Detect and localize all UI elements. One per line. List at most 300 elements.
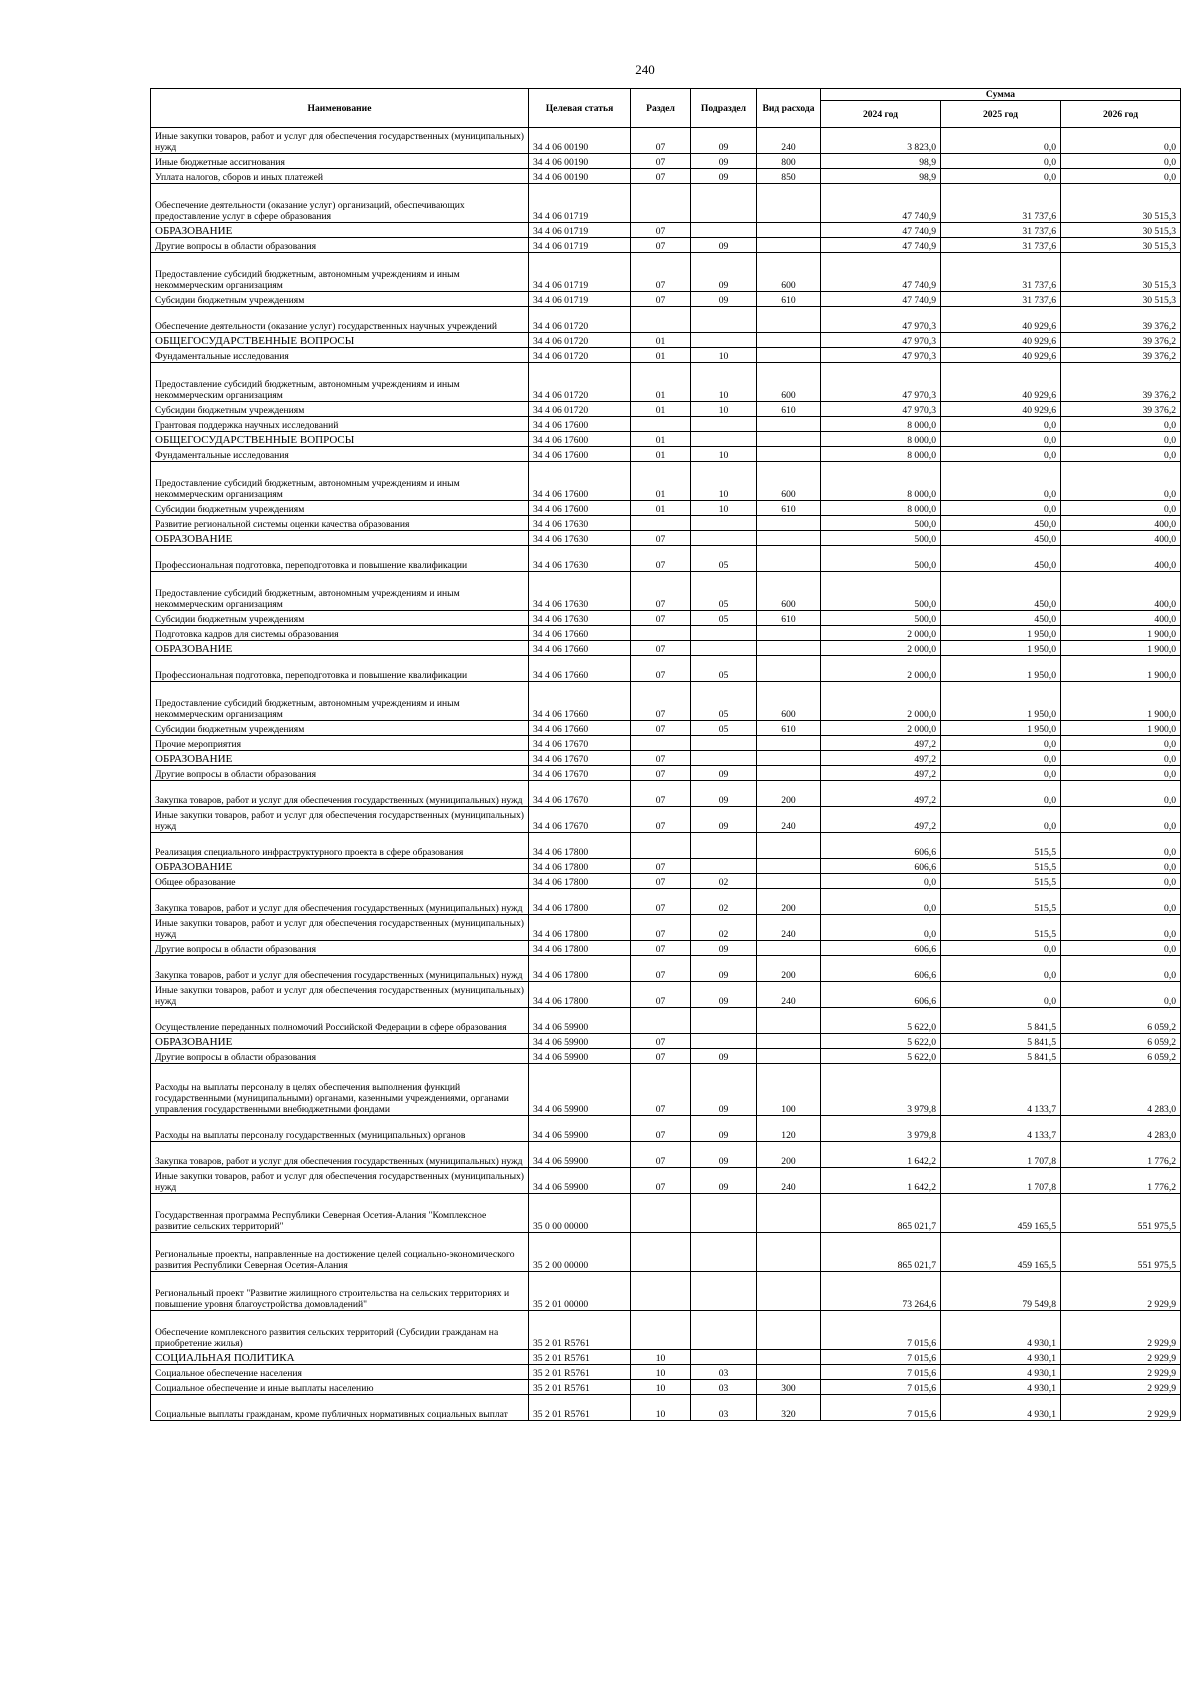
cell-sum-2024: 47 740,9 bbox=[821, 238, 941, 253]
table-row bbox=[151, 1194, 1181, 1233]
cell-sum-2026: 0,0 bbox=[1061, 982, 1181, 1008]
cell-sum-2026: 0,0 bbox=[1061, 432, 1181, 447]
cell-section bbox=[631, 1194, 691, 1233]
cell-sum-2025: 0,0 bbox=[941, 169, 1061, 184]
cell-sum-2026: 4 283,0 bbox=[1061, 1116, 1181, 1142]
cell-sum-2025: 1 707,8 bbox=[941, 1142, 1061, 1168]
cell-subsection bbox=[691, 184, 757, 223]
cell-sum-2026: 0,0 bbox=[1061, 781, 1181, 807]
cell-sum-2024: 0,0 bbox=[821, 874, 941, 889]
cell-sum-2024: 500,0 bbox=[821, 516, 941, 531]
cell-sum-2025: 5 841,5 bbox=[941, 1049, 1061, 1064]
cell-target-code: 34 4 06 59900 bbox=[529, 1168, 631, 1194]
cell-name: Закупка товаров, работ и услуг для обеспечения государственных (муниципальных) нужд bbox=[151, 1142, 529, 1168]
cell-name: ОБЩЕГОСУДАРСТВЕННЫЕ ВОПРОСЫ bbox=[151, 333, 529, 348]
cell-name: Субсидии бюджетным учреждениям bbox=[151, 402, 529, 417]
cell-expense-type bbox=[757, 1233, 821, 1272]
cell-sum-2026: 1 900,0 bbox=[1061, 641, 1181, 656]
cell-sum-2024: 865 021,7 bbox=[821, 1194, 941, 1233]
cell-sum-2024: 500,0 bbox=[821, 611, 941, 626]
cell-expense-type bbox=[757, 736, 821, 751]
cell-subsection: 05 bbox=[691, 572, 757, 611]
cell-expense-type: 200 bbox=[757, 956, 821, 982]
cell-name: Социальные выплаты гражданам, кроме публичных нормативных социальных выплат bbox=[151, 1395, 529, 1421]
cell-sum-2025: 450,0 bbox=[941, 531, 1061, 546]
budget-table bbox=[150, 88, 1181, 1421]
cell-name: Предоставление субсидий бюджетным, автономным учреждениям и иным некоммерческим организациям bbox=[151, 682, 529, 721]
table-row bbox=[151, 348, 1181, 363]
cell-name: Предоставление субсидий бюджетным, автономным учреждениям и иным некоммерческим организациям bbox=[151, 253, 529, 292]
cell-target-code: 34 4 06 01720 bbox=[529, 348, 631, 363]
cell-section: 01 bbox=[631, 333, 691, 348]
cell-section: 07 bbox=[631, 682, 691, 721]
cell-sum-2025: 1 950,0 bbox=[941, 721, 1061, 736]
cell-expense-type bbox=[757, 1194, 821, 1233]
cell-section bbox=[631, 736, 691, 751]
cell-sum-2026: 6 059,2 bbox=[1061, 1049, 1181, 1064]
cell-target-code: 34 4 06 17630 bbox=[529, 516, 631, 531]
cell-section: 10 bbox=[631, 1395, 691, 1421]
cell-name: Субсидии бюджетным учреждениям bbox=[151, 501, 529, 516]
cell-sum-2026: 0,0 bbox=[1061, 859, 1181, 874]
cell-sum-2026: 0,0 bbox=[1061, 736, 1181, 751]
cell-expense-type bbox=[757, 626, 821, 641]
table-row bbox=[151, 682, 1181, 721]
cell-name: Уплата налогов, сборов и иных платежей bbox=[151, 169, 529, 184]
cell-subsection: 09 bbox=[691, 766, 757, 781]
table-row bbox=[151, 253, 1181, 292]
cell-sum-2026: 0,0 bbox=[1061, 889, 1181, 915]
cell-section: 07 bbox=[631, 223, 691, 238]
cell-sum-2026: 39 376,2 bbox=[1061, 348, 1181, 363]
cell-section bbox=[631, 1008, 691, 1034]
cell-section: 07 bbox=[631, 531, 691, 546]
cell-sum-2024: 497,2 bbox=[821, 751, 941, 766]
table-row bbox=[151, 1142, 1181, 1168]
cell-target-code: 34 4 06 17630 bbox=[529, 546, 631, 572]
cell-target-code: 35 2 01 R5761 bbox=[529, 1395, 631, 1421]
cell-sum-2025: 0,0 bbox=[941, 417, 1061, 432]
cell-sum-2025: 31 737,6 bbox=[941, 292, 1061, 307]
header-2026: 2026 год bbox=[1061, 101, 1181, 128]
cell-subsection: 02 bbox=[691, 874, 757, 889]
cell-name: Социальное обеспечение и иные выплаты населению bbox=[151, 1380, 529, 1395]
cell-name: Фундаментальные исследования bbox=[151, 447, 529, 462]
cell-sum-2024: 8 000,0 bbox=[821, 447, 941, 462]
cell-sum-2026: 2 929,9 bbox=[1061, 1272, 1181, 1311]
cell-sum-2024: 7 015,6 bbox=[821, 1350, 941, 1365]
cell-target-code: 35 2 01 R5761 bbox=[529, 1365, 631, 1380]
cell-subsection: 10 bbox=[691, 501, 757, 516]
cell-subsection: 03 bbox=[691, 1380, 757, 1395]
cell-subsection bbox=[691, 641, 757, 656]
cell-sum-2026: 2 929,9 bbox=[1061, 1311, 1181, 1350]
cell-target-code: 34 4 06 17660 bbox=[529, 641, 631, 656]
table-body bbox=[151, 128, 1181, 1421]
cell-target-code: 34 4 06 59900 bbox=[529, 1142, 631, 1168]
cell-sum-2025: 0,0 bbox=[941, 956, 1061, 982]
cell-subsection bbox=[691, 1350, 757, 1365]
cell-section: 01 bbox=[631, 462, 691, 501]
cell-name: ОБРАЗОВАНИЕ bbox=[151, 751, 529, 766]
cell-subsection: 02 bbox=[691, 889, 757, 915]
cell-name: Фундаментальные исследования bbox=[151, 348, 529, 363]
cell-subsection: 09 bbox=[691, 941, 757, 956]
cell-expense-type bbox=[757, 333, 821, 348]
cell-sum-2026: 30 515,3 bbox=[1061, 292, 1181, 307]
cell-sum-2026: 2 929,9 bbox=[1061, 1380, 1181, 1395]
table-row bbox=[151, 1233, 1181, 1272]
cell-sum-2024: 497,2 bbox=[821, 766, 941, 781]
cell-sum-2024: 8 000,0 bbox=[821, 462, 941, 501]
cell-sum-2025: 40 929,6 bbox=[941, 307, 1061, 333]
cell-sum-2024: 606,6 bbox=[821, 941, 941, 956]
cell-expense-type: 200 bbox=[757, 781, 821, 807]
cell-target-code: 34 4 06 17630 bbox=[529, 572, 631, 611]
table-row bbox=[151, 641, 1181, 656]
cell-section: 01 bbox=[631, 402, 691, 417]
cell-target-code: 34 4 06 59900 bbox=[529, 1116, 631, 1142]
cell-sum-2025: 459 165,5 bbox=[941, 1194, 1061, 1233]
cell-name: ОБРАЗОВАНИЕ bbox=[151, 859, 529, 874]
cell-name: Реализация специального инфраструктурного проекта в сфере образования bbox=[151, 833, 529, 859]
cell-sum-2024: 73 264,6 bbox=[821, 1272, 941, 1311]
cell-target-code: 35 0 00 00000 bbox=[529, 1194, 631, 1233]
table-row bbox=[151, 128, 1181, 154]
cell-sum-2024: 2 000,0 bbox=[821, 626, 941, 641]
cell-subsection bbox=[691, 1034, 757, 1049]
cell-name: Иные закупки товаров, работ и услуг для обеспечения государственных (муниципальных) нужд bbox=[151, 1168, 529, 1194]
cell-sum-2025: 31 737,6 bbox=[941, 238, 1061, 253]
table-row bbox=[151, 223, 1181, 238]
cell-sum-2024: 7 015,6 bbox=[821, 1395, 941, 1421]
cell-target-code: 34 4 06 00190 bbox=[529, 128, 631, 154]
cell-sum-2024: 47 970,3 bbox=[821, 402, 941, 417]
cell-subsection bbox=[691, 1194, 757, 1233]
cell-subsection bbox=[691, 751, 757, 766]
table-row bbox=[151, 807, 1181, 833]
table-row bbox=[151, 956, 1181, 982]
cell-expense-type bbox=[757, 307, 821, 333]
cell-sum-2024: 98,9 bbox=[821, 169, 941, 184]
cell-sum-2025: 79 549,8 bbox=[941, 1272, 1061, 1311]
cell-sum-2026: 0,0 bbox=[1061, 169, 1181, 184]
table-row bbox=[151, 184, 1181, 223]
cell-sum-2026: 0,0 bbox=[1061, 447, 1181, 462]
cell-target-code: 34 4 06 59900 bbox=[529, 1034, 631, 1049]
cell-sum-2026: 1 900,0 bbox=[1061, 682, 1181, 721]
cell-name: Предоставление субсидий бюджетным, автономным учреждениям и иным некоммерческим организациям bbox=[151, 572, 529, 611]
cell-subsection bbox=[691, 223, 757, 238]
table-row bbox=[151, 363, 1181, 402]
cell-sum-2025: 4 930,1 bbox=[941, 1311, 1061, 1350]
cell-target-code: 34 4 06 17600 bbox=[529, 501, 631, 516]
cell-sum-2025: 515,5 bbox=[941, 859, 1061, 874]
cell-name: Субсидии бюджетным учреждениям bbox=[151, 611, 529, 626]
cell-name: Другие вопросы в области образования bbox=[151, 238, 529, 253]
cell-sum-2026: 0,0 bbox=[1061, 874, 1181, 889]
cell-sum-2024: 5 622,0 bbox=[821, 1008, 941, 1034]
cell-target-code: 34 4 06 17670 bbox=[529, 751, 631, 766]
cell-expense-type bbox=[757, 1034, 821, 1049]
cell-sum-2024: 7 015,6 bbox=[821, 1380, 941, 1395]
cell-sum-2024: 8 000,0 bbox=[821, 432, 941, 447]
cell-sum-2025: 0,0 bbox=[941, 766, 1061, 781]
cell-section: 07 bbox=[631, 128, 691, 154]
cell-sum-2025: 0,0 bbox=[941, 462, 1061, 501]
cell-name: Прочие мероприятия bbox=[151, 736, 529, 751]
cell-expense-type bbox=[757, 751, 821, 766]
cell-subsection: 05 bbox=[691, 721, 757, 736]
cell-sum-2025: 515,5 bbox=[941, 833, 1061, 859]
cell-subsection: 10 bbox=[691, 348, 757, 363]
cell-target-code: 34 4 06 17800 bbox=[529, 874, 631, 889]
table-row bbox=[151, 1350, 1181, 1365]
cell-subsection: 03 bbox=[691, 1395, 757, 1421]
cell-target-code: 34 4 06 17660 bbox=[529, 626, 631, 641]
cell-section: 01 bbox=[631, 348, 691, 363]
cell-sum-2024: 47 970,3 bbox=[821, 348, 941, 363]
cell-sum-2024: 3 979,8 bbox=[821, 1116, 941, 1142]
cell-name: Региональный проект "Развитие жилищного строительства на сельских территориях и повышение уровня благоустройства домовладений" bbox=[151, 1272, 529, 1311]
cell-section: 07 bbox=[631, 238, 691, 253]
cell-sum-2025: 0,0 bbox=[941, 432, 1061, 447]
cell-sum-2024: 8 000,0 bbox=[821, 417, 941, 432]
cell-expense-type: 300 bbox=[757, 1380, 821, 1395]
cell-target-code: 34 4 06 17670 bbox=[529, 766, 631, 781]
cell-subsection: 10 bbox=[691, 363, 757, 402]
cell-name: ОБРАЗОВАНИЕ bbox=[151, 531, 529, 546]
cell-expense-type: 240 bbox=[757, 128, 821, 154]
cell-expense-type: 850 bbox=[757, 169, 821, 184]
cell-expense-type bbox=[757, 432, 821, 447]
cell-sum-2025: 31 737,6 bbox=[941, 253, 1061, 292]
cell-target-code: 34 4 06 17800 bbox=[529, 915, 631, 941]
cell-section: 07 bbox=[631, 781, 691, 807]
cell-sum-2025: 0,0 bbox=[941, 982, 1061, 1008]
table-row bbox=[151, 833, 1181, 859]
cell-subsection bbox=[691, 417, 757, 432]
cell-target-code: 34 4 06 01719 bbox=[529, 238, 631, 253]
table-row bbox=[151, 766, 1181, 781]
cell-target-code: 34 4 06 59900 bbox=[529, 1008, 631, 1034]
table-row bbox=[151, 859, 1181, 874]
table-row bbox=[151, 941, 1181, 956]
cell-target-code: 34 4 06 17600 bbox=[529, 432, 631, 447]
cell-section: 01 bbox=[631, 432, 691, 447]
cell-expense-type: 240 bbox=[757, 807, 821, 833]
cell-expense-type: 610 bbox=[757, 501, 821, 516]
cell-sum-2024: 606,6 bbox=[821, 982, 941, 1008]
cell-target-code: 34 4 06 17800 bbox=[529, 889, 631, 915]
cell-sum-2026: 400,0 bbox=[1061, 611, 1181, 626]
page-number: 240 bbox=[635, 62, 655, 77]
cell-subsection bbox=[691, 859, 757, 874]
cell-subsection: 09 bbox=[691, 128, 757, 154]
cell-sum-2025: 0,0 bbox=[941, 447, 1061, 462]
cell-sum-2025: 4 133,7 bbox=[941, 1116, 1061, 1142]
cell-expense-type bbox=[757, 859, 821, 874]
cell-sum-2024: 2 000,0 bbox=[821, 682, 941, 721]
cell-target-code: 34 4 06 17660 bbox=[529, 656, 631, 682]
cell-sum-2025: 0,0 bbox=[941, 128, 1061, 154]
cell-sum-2024: 865 021,7 bbox=[821, 1233, 941, 1272]
cell-subsection bbox=[691, 1272, 757, 1311]
cell-subsection: 09 bbox=[691, 781, 757, 807]
cell-name: Субсидии бюджетным учреждениям bbox=[151, 292, 529, 307]
cell-expense-type: 610 bbox=[757, 721, 821, 736]
cell-section bbox=[631, 1311, 691, 1350]
cell-subsection: 10 bbox=[691, 447, 757, 462]
cell-sum-2026: 400,0 bbox=[1061, 531, 1181, 546]
cell-section bbox=[631, 307, 691, 333]
cell-target-code: 34 4 06 17670 bbox=[529, 781, 631, 807]
cell-expense-type bbox=[757, 348, 821, 363]
cell-expense-type: 600 bbox=[757, 682, 821, 721]
cell-expense-type: 200 bbox=[757, 889, 821, 915]
cell-sum-2024: 47 740,9 bbox=[821, 184, 941, 223]
cell-target-code: 34 4 06 59900 bbox=[529, 1049, 631, 1064]
cell-expense-type: 610 bbox=[757, 611, 821, 626]
cell-sum-2026: 1 900,0 bbox=[1061, 721, 1181, 736]
cell-sum-2024: 7 015,6 bbox=[821, 1311, 941, 1350]
cell-sum-2025: 0,0 bbox=[941, 154, 1061, 169]
cell-section: 07 bbox=[631, 1049, 691, 1064]
cell-sum-2026: 0,0 bbox=[1061, 501, 1181, 516]
cell-expense-type bbox=[757, 1350, 821, 1365]
cell-name: Грантовая поддержка научных исследований bbox=[151, 417, 529, 432]
cell-section: 07 bbox=[631, 572, 691, 611]
cell-subsection: 05 bbox=[691, 546, 757, 572]
cell-name: Другие вопросы в области образования bbox=[151, 1049, 529, 1064]
cell-expense-type: 120 bbox=[757, 1116, 821, 1142]
table-row bbox=[151, 1311, 1181, 1350]
table-row bbox=[151, 572, 1181, 611]
cell-sum-2024: 500,0 bbox=[821, 572, 941, 611]
cell-sum-2026: 400,0 bbox=[1061, 516, 1181, 531]
cell-section bbox=[631, 516, 691, 531]
cell-name: Региональные проекты, направленные на достижение целей социально-экономического развития Республики Северная Осетия-Алания bbox=[151, 1233, 529, 1272]
cell-name: ОБЩЕГОСУДАРСТВЕННЫЕ ВОПРОСЫ bbox=[151, 432, 529, 447]
cell-sum-2026: 2 929,9 bbox=[1061, 1350, 1181, 1365]
cell-sum-2024: 7 015,6 bbox=[821, 1365, 941, 1380]
cell-sum-2025: 1 950,0 bbox=[941, 682, 1061, 721]
table-row bbox=[151, 1395, 1181, 1421]
cell-name: Другие вопросы в области образования bbox=[151, 766, 529, 781]
cell-subsection bbox=[691, 1311, 757, 1350]
cell-sum-2024: 497,2 bbox=[821, 781, 941, 807]
cell-sum-2024: 2 000,0 bbox=[821, 641, 941, 656]
cell-sum-2025: 459 165,5 bbox=[941, 1233, 1061, 1272]
cell-name: ОБРАЗОВАНИЕ bbox=[151, 1034, 529, 1049]
cell-name: Иные закупки товаров, работ и услуг для обеспечения государственных (муниципальных) нужд bbox=[151, 915, 529, 941]
cell-subsection: 05 bbox=[691, 682, 757, 721]
cell-sum-2025: 31 737,6 bbox=[941, 223, 1061, 238]
table-row bbox=[151, 721, 1181, 736]
table-row bbox=[151, 501, 1181, 516]
cell-subsection: 09 bbox=[691, 1168, 757, 1194]
cell-section: 07 bbox=[631, 292, 691, 307]
cell-sum-2026: 30 515,3 bbox=[1061, 223, 1181, 238]
cell-sum-2026: 39 376,2 bbox=[1061, 333, 1181, 348]
cell-section bbox=[631, 184, 691, 223]
cell-target-code: 34 4 06 17800 bbox=[529, 956, 631, 982]
cell-sum-2025: 450,0 bbox=[941, 546, 1061, 572]
cell-sum-2024: 606,6 bbox=[821, 859, 941, 874]
cell-sum-2026: 1 900,0 bbox=[1061, 626, 1181, 641]
cell-section bbox=[631, 1272, 691, 1311]
table-row bbox=[151, 781, 1181, 807]
cell-sum-2024: 3 979,8 bbox=[821, 1064, 941, 1116]
cell-name: Подготовка кадров для системы образования bbox=[151, 626, 529, 641]
cell-name: Обеспечение деятельности (оказание услуг) государственных научных учреждений bbox=[151, 307, 529, 333]
cell-name: Предоставление субсидий бюджетным, автономным учреждениям и иным некоммерческим организациям bbox=[151, 363, 529, 402]
table-row bbox=[151, 1008, 1181, 1034]
cell-expense-type bbox=[757, 223, 821, 238]
cell-sum-2025: 4 930,1 bbox=[941, 1350, 1061, 1365]
cell-sum-2024: 47 740,9 bbox=[821, 253, 941, 292]
cell-name: Предоставление субсидий бюджетным, автономным учреждениям и иным некоммерческим организациям bbox=[151, 462, 529, 501]
table-row bbox=[151, 531, 1181, 546]
cell-sum-2024: 2 000,0 bbox=[821, 656, 941, 682]
cell-sum-2026: 551 975,5 bbox=[1061, 1233, 1181, 1272]
cell-sum-2025: 31 737,6 bbox=[941, 184, 1061, 223]
cell-expense-type bbox=[757, 656, 821, 682]
cell-sum-2025: 4 133,7 bbox=[941, 1064, 1061, 1116]
cell-sum-2026: 30 515,3 bbox=[1061, 184, 1181, 223]
cell-section: 07 bbox=[631, 641, 691, 656]
table-row bbox=[151, 736, 1181, 751]
cell-target-code: 34 4 06 17600 bbox=[529, 462, 631, 501]
cell-sum-2026: 0,0 bbox=[1061, 807, 1181, 833]
table-row bbox=[151, 1034, 1181, 1049]
cell-section: 07 bbox=[631, 807, 691, 833]
cell-sum-2025: 0,0 bbox=[941, 807, 1061, 833]
cell-subsection: 03 bbox=[691, 1365, 757, 1380]
cell-sum-2026: 551 975,5 bbox=[1061, 1194, 1181, 1233]
cell-sum-2025: 0,0 bbox=[941, 941, 1061, 956]
cell-section: 07 bbox=[631, 656, 691, 682]
cell-subsection: 10 bbox=[691, 402, 757, 417]
cell-sum-2025: 0,0 bbox=[941, 751, 1061, 766]
cell-name: Иные закупки товаров, работ и услуг для обеспечения государственных (муниципальных) нужд bbox=[151, 807, 529, 833]
table-row bbox=[151, 751, 1181, 766]
header-section: Раздел bbox=[631, 89, 691, 128]
table-row bbox=[151, 1116, 1181, 1142]
cell-target-code: 34 4 06 59900 bbox=[529, 1064, 631, 1116]
cell-name: Социальное обеспечение населения bbox=[151, 1365, 529, 1380]
cell-sum-2024: 5 622,0 bbox=[821, 1034, 941, 1049]
cell-subsection: 02 bbox=[691, 915, 757, 941]
table-row bbox=[151, 169, 1181, 184]
cell-sum-2026: 0,0 bbox=[1061, 956, 1181, 982]
table-row bbox=[151, 307, 1181, 333]
cell-sum-2025: 450,0 bbox=[941, 611, 1061, 626]
cell-section: 07 bbox=[631, 915, 691, 941]
cell-sum-2024: 0,0 bbox=[821, 889, 941, 915]
cell-target-code: 35 2 01 R5761 bbox=[529, 1350, 631, 1365]
cell-section: 07 bbox=[631, 1168, 691, 1194]
cell-sum-2024: 47 970,3 bbox=[821, 363, 941, 402]
cell-target-code: 34 4 06 17800 bbox=[529, 859, 631, 874]
cell-subsection: 05 bbox=[691, 656, 757, 682]
cell-subsection bbox=[691, 333, 757, 348]
cell-sum-2026: 0,0 bbox=[1061, 417, 1181, 432]
table-row bbox=[151, 402, 1181, 417]
cell-subsection: 09 bbox=[691, 154, 757, 169]
cell-target-code: 35 2 01 00000 bbox=[529, 1272, 631, 1311]
cell-sum-2024: 497,2 bbox=[821, 807, 941, 833]
